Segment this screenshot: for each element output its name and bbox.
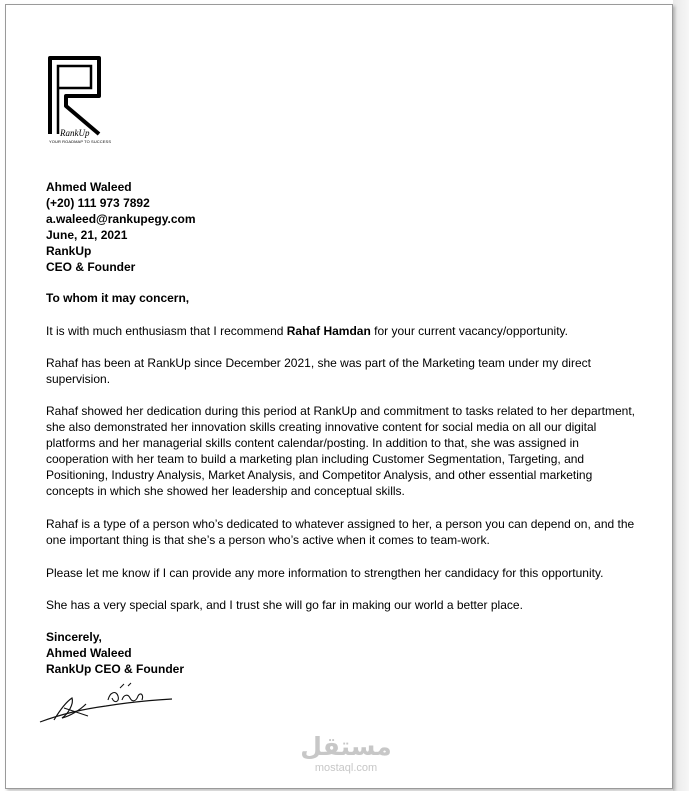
handwritten-signature [36, 680, 176, 730]
intro-text-start: It is with much enthusiasm that I recommend [46, 324, 287, 338]
sender-email: a.waleed@rankupegy.com [46, 212, 196, 226]
closing-block [46, 629, 184, 677]
paragraph-contact: Please let me know if I can provide any more information to strengthen her candidacy for this opportunity. [46, 566, 604, 580]
rankup-logo [44, 52, 110, 148]
intro-text-end: for your current vacancy/opportunity. [370, 324, 568, 338]
watermark-arabic: مستقل [300, 732, 392, 761]
mostaql-watermark [296, 732, 396, 780]
logo-tagline: YOUR ROADMAP TO SUCCESS [49, 139, 112, 144]
closing-title: RankUp CEO & Founder [46, 662, 185, 676]
paragraph-character: Rahaf is a type of a person who’s dedicated to whatever assigned to her, a person you can depend on, and the one important thing is that she’s a person who’s active when it comes to team-work. [46, 517, 635, 547]
paragraph-tenure: Rahaf has been at RankUp since December 2021, she was part of the Marketing team under my direct supervision. [46, 356, 591, 386]
logo-wordmark: RankUp [60, 128, 90, 138]
sender-title: CEO & Founder [46, 260, 136, 274]
sender-block [46, 179, 196, 275]
sign-off: Sincerely, [46, 630, 102, 644]
viewer-background [673, 0, 689, 791]
letter-date: June, 21, 2021 [46, 228, 128, 242]
paragraph-dedication: Rahaf showed her dedication during this period at RankUp and commitment to tasks related to her department, she also demonstrated her innovation skills creating innovative content for social media on all our digital platforms and her managerial skills content calendar/posting. In addition to that, she was assigned in cooperation with her team to build a marketing plan including Customer Segmentation, Targeting, and Positioning, Industry Analysis, Market Analysis, and Competitor Analysis, and other essential marketing concepts in which she showed her leadership and conceptual skills. [46, 404, 635, 498]
sender-phone: (+20) 111 973 7892 [46, 196, 150, 210]
sender-company: RankUp [46, 244, 92, 258]
closing-name: Ahmed Waleed [46, 646, 132, 660]
sender-name: Ahmed Waleed [46, 180, 132, 194]
watermark-url: mostaql.com [314, 762, 378, 774]
candidate-name: Rahaf Hamdan [286, 324, 371, 338]
salutation: To whom it may concern, [46, 291, 190, 305]
paragraph-intro [46, 324, 646, 340]
paragraph-closing-remark: She has a very special spark, and I trust she will go far in making our world a better place. [46, 598, 523, 612]
